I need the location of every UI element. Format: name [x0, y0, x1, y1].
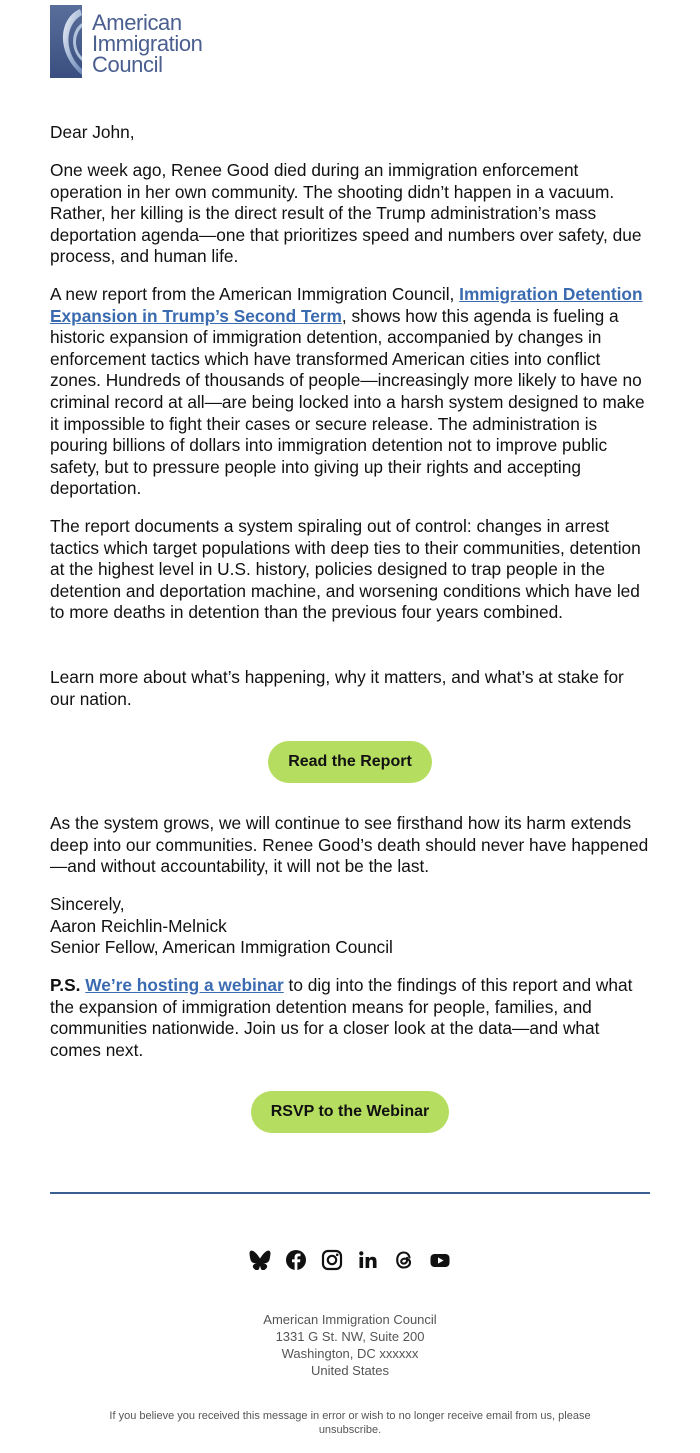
logo-wordmark: [92, 12, 203, 75]
paragraph-2-lead: A new report from the American Immigration Council,: [50, 284, 460, 304]
paragraph-5: As the system grows, we will continue to see firsthand how its harm extends deep into our communities. Renee Good’s death should never have happened—and without accountability, it will not be the last.: [50, 813, 649, 877]
logo-line-3: Council: [92, 52, 163, 77]
facebook-icon[interactable]: [285, 1248, 307, 1272]
threads-icon[interactable]: [393, 1248, 415, 1272]
logo[interactable]: [50, 5, 210, 78]
paragraph-2: [50, 284, 650, 500]
instagram-icon[interactable]: [321, 1248, 343, 1272]
logo-line-1: American: [92, 10, 182, 35]
footer-org: American Immigration Council: [263, 1312, 437, 1327]
unsubscribe-notice[interactable]: If you believe you received this message in error or wish to no longer receive email from us, please unsubscribe.: [109, 1410, 591, 1436]
signer-name: Aaron Reichlin-Melnick: [50, 915, 227, 936]
paragraph-1: One week ago, Renee Good died during an immigration enforcement operation in her own community. The shooting didn’t happen in a vacuum. Rather, her killing is the direct result of the Trump administration’s mass deportation agenda—one that prioritizes speed and numbers over safety, due process, and human life.: [50, 160, 642, 267]
read-report-button[interactable]: Read the Report: [268, 741, 432, 783]
footer-divider: [50, 1192, 650, 1194]
logo-mark-icon: [50, 5, 82, 78]
paragraph-4: Learn more about what’s happening, why it matters, and what’s at stake for our nation.: [50, 667, 624, 709]
webinar-link[interactable]: We’re hosting a webinar: [85, 975, 284, 995]
social-links: [0, 1248, 700, 1272]
footer-address: [0, 1311, 700, 1379]
linkedin-icon[interactable]: [357, 1248, 379, 1272]
footer-street: 1331 G St. NW, Suite 200: [275, 1329, 425, 1344]
signer-title: Senior Fellow, American Immigration Council: [50, 937, 393, 958]
sign-off: Sincerely,: [50, 894, 125, 914]
youtube-icon[interactable]: [429, 1248, 451, 1272]
logo-line-2: Immigration: [92, 31, 203, 56]
ps-label: P.S.: [50, 975, 81, 995]
footer-city: Washington, DC xxxxxx: [281, 1346, 419, 1361]
postscript: [50, 975, 650, 1061]
paragraph-2-rest: , shows how this agenda is fueling a historic expansion of immigration detention, accompanied by changes in enforcement tactics which have transformed American cities into conflict zones. Hundreds of thousands of people—increasingly more likely to have no criminal record at all—are being locked into a harsh system designed to make it impossible to fight their cases or secure release. The administration is pouring billions of dollars into immigration detention not to improve public safety, but to pressure people into giving up their rights and accepting deportation.: [50, 305, 645, 499]
bluesky-icon[interactable]: [249, 1248, 271, 1272]
report-title-link[interactable]: Immigration Detention Expansion in Trump’s Second Term: [50, 284, 643, 326]
paragraph-3: The report documents a system spiraling out of control: changes in arrest tactics which target populations with deep ties to their communities, detention at the highest level in U.S. history, policies designed to trap people in the detention and deportation machine, and worsening conditions which have led to more deaths in detention than the previous four years combined.: [50, 516, 641, 623]
postscript-text: to dig into the findings of this report and what the expansion of immigration detention means for people, families, and communities nationwide. Join us for a closer look at the data—and what comes next.: [50, 975, 633, 1060]
footer-country: United States: [310, 1363, 390, 1378]
signature: [50, 894, 650, 959]
greeting: Dear John,: [50, 122, 135, 142]
rsvp-webinar-button[interactable]: RSVP to the Webinar: [251, 1091, 449, 1133]
